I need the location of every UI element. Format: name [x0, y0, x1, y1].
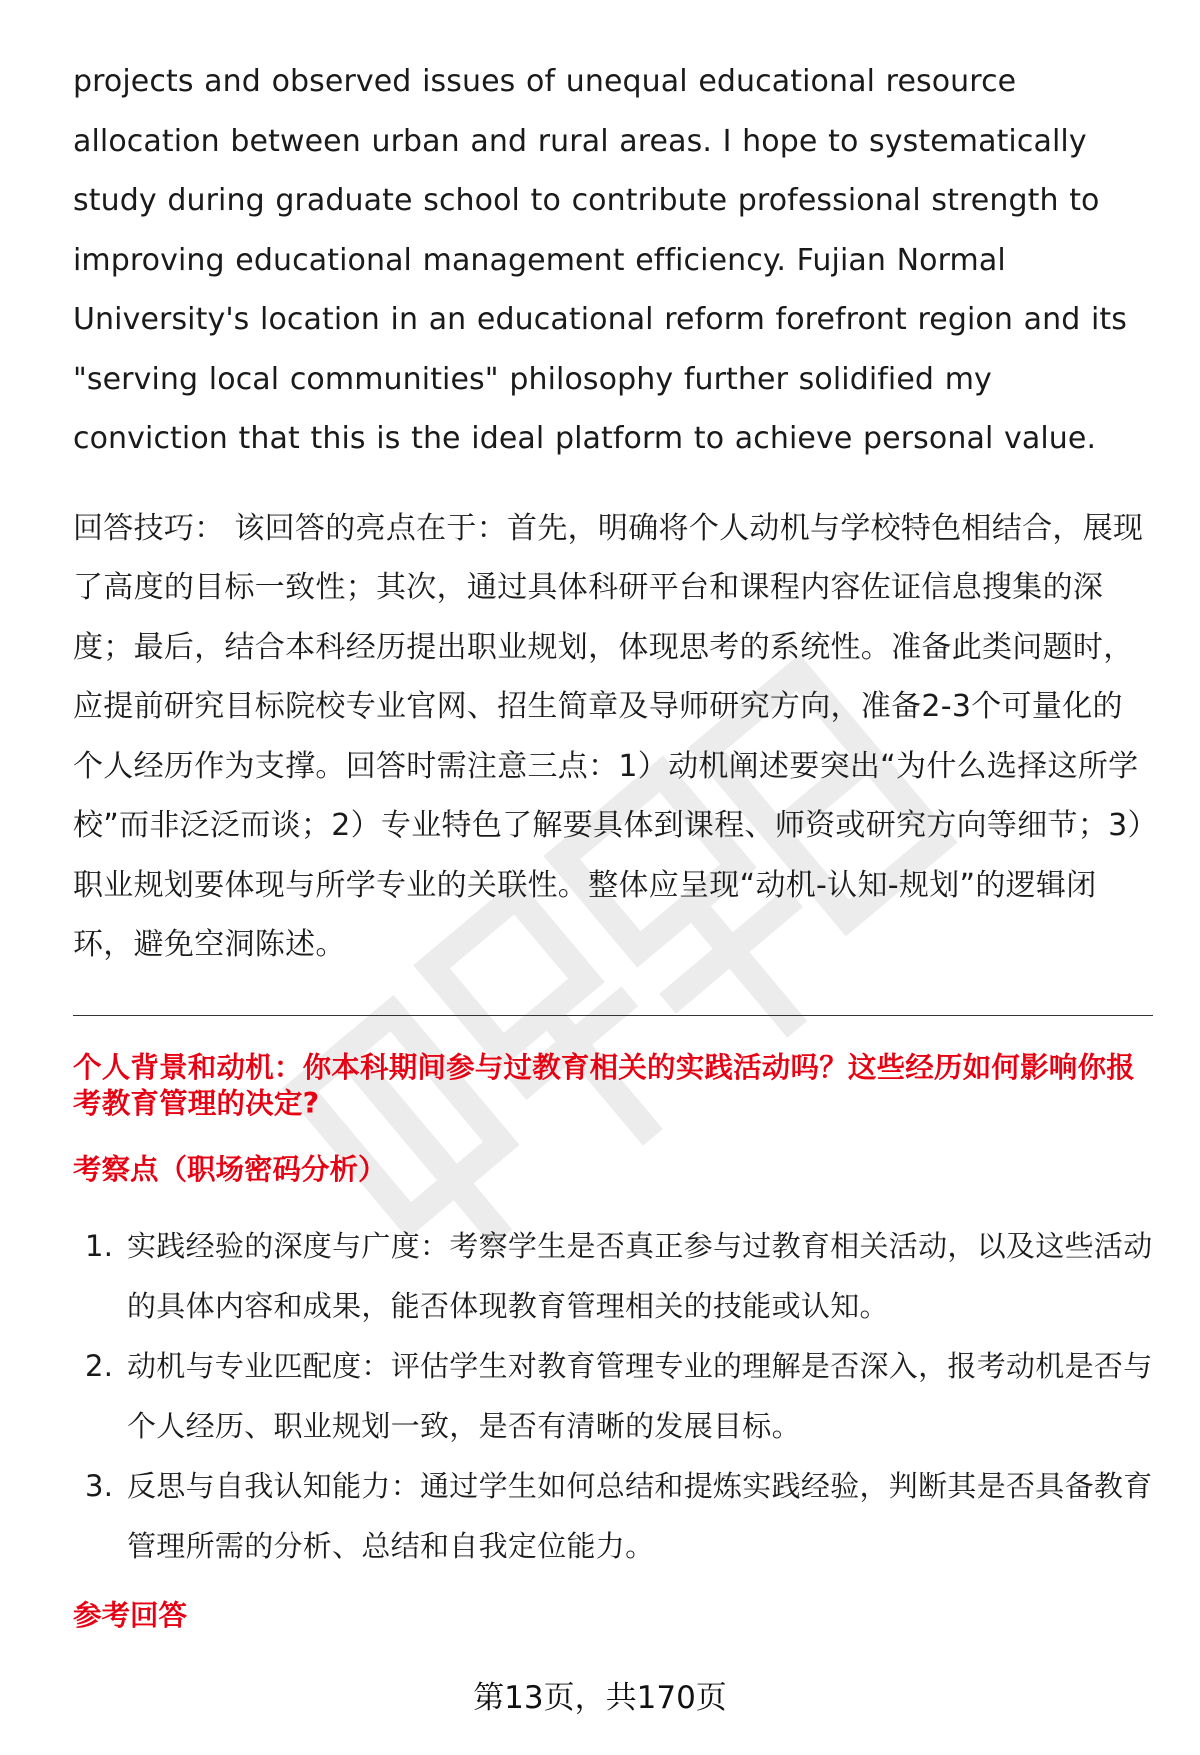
- assessment-point: [73, 1336, 1153, 1456]
- list-number: 2.: [85, 1348, 114, 1383]
- assessment-point: [73, 1456, 1153, 1576]
- list-number: 1.: [85, 1228, 114, 1263]
- assessment-point-text: 实践经验的深度与广度：考察学生是否真正参与过教育相关活动，以及这些活动的具体内容和成果，能否体现教育管理相关的技能或认知。: [127, 1228, 1153, 1323]
- page-number-footer: 第13页，共170页: [473, 1680, 727, 1716]
- document-body: [73, 52, 1153, 1634]
- list-number: 3.: [85, 1468, 114, 1503]
- assessment-heading: 考察点（职场密码分析）: [73, 1152, 387, 1186]
- question-title: 个人背景和动机：你本科期间参与过教育相关的实践活动吗？这些经历如何影响你报考教育管理的决定?: [73, 1050, 1135, 1120]
- assessment-point: [73, 1216, 1153, 1336]
- reference-answer-heading: 参考回答: [73, 1598, 188, 1632]
- english-answer-paragraph: projects and observed issues of unequal educational resource allocation between urban and rural areas. I hope to systematically study during graduate school to contribute professional strength to improving educational management efficiency. Fujian Normal University's location in an educational reform forefront region and its "serving local communities" philosophy further solidified my conviction that this is the ideal platform to achieve personal value.: [73, 64, 1128, 456]
- section-divider: [73, 1015, 1153, 1016]
- answer-tips-paragraph: 回答技巧： 该回答的亮点在于：首先，明确将个人动机与学校特色相结合，展现了高度的目标一致性；其次，通过具体科研平台和课程内容佐证信息搜集的深度；最后，结合本科经历提出职业规划，体现思考的系统性。准备此类问题时，应提前研究目标院校专业官网、招生简章及导师研究方向，准备2-3个可量化的个人经历作为支撑。回答时需注意三点：1）动机阐述要突出“为什么选择这所学校”而非泛泛而谈；2）专业特色了解要具体到课程、师资或研究方向等细节；3）职业规划要体现与所学专业的关联性。整体应呈现“动机-认知-规划”的逻辑闭环，避免空洞陈述。: [73, 510, 1144, 962]
- assessment-point-text: 反思与自我认知能力：通过学生如何总结和提炼实践经验，判断其是否具备教育管理所需的分析、总结和自我定位能力。: [127, 1468, 1153, 1563]
- assessment-points-list: [73, 1216, 1153, 1576]
- assessment-point-text: 动机与专业匹配度：评估学生对教育管理专业的理解是否深入，报考动机是否与个人经历、职业规划一致，是否有清晰的发展目标。: [127, 1348, 1153, 1443]
